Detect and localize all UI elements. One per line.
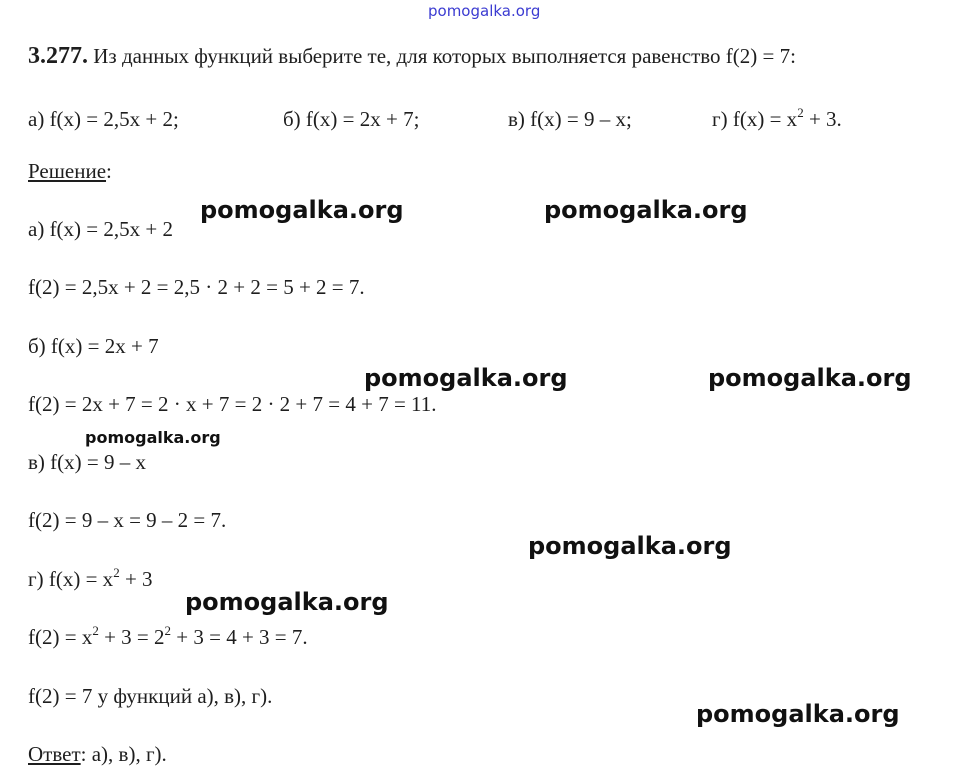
- watermark: pomogalka.org: [708, 364, 912, 392]
- solution-conclusion: f(2) = 7 у функций а), в), г).: [28, 684, 273, 708]
- watermark: pomogalka.org: [200, 196, 404, 224]
- watermark: pomogalka.org: [85, 428, 221, 447]
- watermark: pomogalka.org: [364, 364, 568, 392]
- problem-text: Из данных функций выберите те, для которых выполняется равенство f(2) = 7:: [93, 44, 796, 68]
- option-a: а) f(x) = 2,5x + 2;: [28, 107, 179, 131]
- watermark: pomogalka.org: [185, 588, 389, 616]
- watermark: pomogalka.org: [528, 532, 732, 560]
- solution-b-function: б) f(x) = 2x + 7: [28, 334, 159, 358]
- solution-g-function: г) $f(x) = x^2 + 3$: [28, 565, 153, 591]
- solution-g-evaluation: $f(2) = x^2 + 3 = 2^2 + 3 = 4 + 3 = 7$.: [28, 623, 308, 649]
- option-v: в) f(x) = 9 – x;: [508, 107, 632, 131]
- solution-v-function: в) f(x) = 9 – x: [28, 450, 146, 474]
- problem-number: 3.277.: [28, 43, 88, 69]
- solution-v-evaluation: f(2) = 9 – x = 9 – 2 = 7.: [28, 508, 227, 532]
- problem-statement: [28, 44, 796, 68]
- solution-b-evaluation: f(2) = 2x + 7 = 2 · x + 7 = 2 · 2 + 7 = 4 + 7 = 11.: [28, 392, 437, 416]
- answer: Ответ: а), в), г).: [28, 742, 167, 766]
- watermark: pomogalka.org: [544, 196, 748, 224]
- option-g: г) $f(x) = x^2 + 3$.: [712, 105, 842, 131]
- site-header-watermark: pomogalka.org: [428, 2, 541, 20]
- watermark: pomogalka.org: [696, 700, 900, 728]
- solution-heading: Решение:: [28, 159, 112, 183]
- option-b: б) f(x) = 2x + 7;: [283, 107, 420, 131]
- solution-a-function: а) f(x) = 2,5x + 2: [28, 217, 173, 241]
- solution-a-evaluation: f(2) = 2,5x + 2 = 2,5 · 2 + 2 = 5 + 2 = 7.: [28, 275, 365, 299]
